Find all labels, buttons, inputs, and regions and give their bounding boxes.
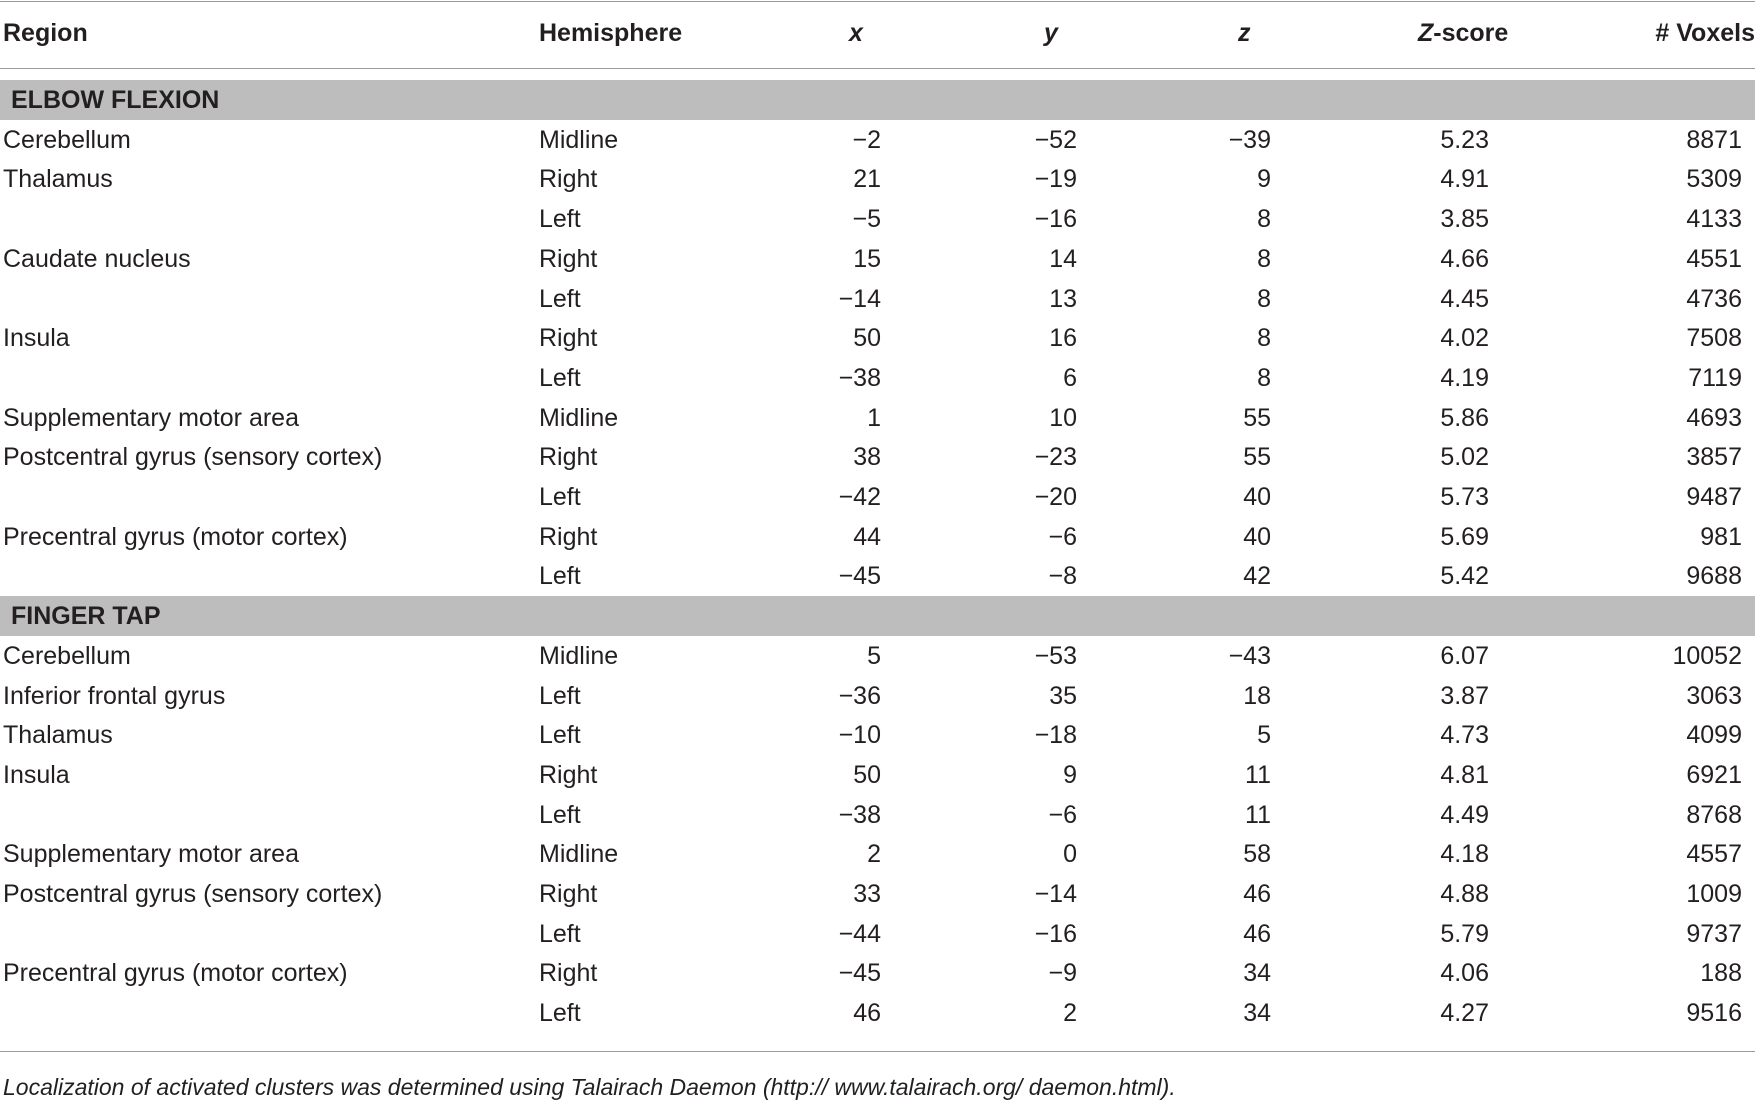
table-row	[0, 517, 1755, 557]
cell-zscore: 3.85	[1440, 205, 1489, 234]
cell-hemisphere: Right	[539, 165, 598, 194]
cell-zscore: 5.73	[1440, 483, 1489, 511]
cell-zscore: 5.42	[1440, 562, 1489, 591]
cell-y: 14	[1049, 244, 1077, 273]
cell-hemisphere: Left	[539, 483, 581, 511]
cell-region: Postcentral gyrus (sensory cortex)	[3, 880, 383, 908]
cell-hemisphere: Midline	[539, 125, 619, 154]
cell-zscore: 4.18	[1440, 840, 1489, 869]
cell-hemisphere: Midline	[539, 840, 619, 869]
cell-x: 38	[853, 443, 881, 472]
cell-x: −36	[838, 681, 881, 710]
cell-zscore: 4.19	[1440, 363, 1489, 392]
header-rule	[0, 68, 1755, 69]
cell-z: 11	[1245, 760, 1271, 789]
cell-region: Precentral gyrus (motor cortex)	[3, 959, 348, 988]
cell-z: 34	[1243, 959, 1271, 988]
cell-zscore: 4.45	[1440, 284, 1489, 313]
cell-z: 55	[1243, 443, 1271, 472]
cell-voxels: 7508	[1686, 324, 1742, 353]
cell-region: Insula	[3, 324, 70, 353]
cell-z: 55	[1243, 403, 1271, 432]
cell-zscore: 3.87	[1440, 681, 1489, 710]
cell-x: 2	[867, 840, 881, 869]
cell-y: −16	[1034, 919, 1077, 948]
table-row	[0, 318, 1755, 358]
cell-y: −53	[1034, 641, 1077, 670]
table-row	[0, 993, 1755, 1033]
cell-y: 10	[1049, 403, 1077, 432]
cell-y: −52	[1034, 125, 1077, 154]
cell-voxels: 7119	[1688, 363, 1742, 392]
cell-y: −9	[1048, 959, 1077, 988]
cell-y: 16	[1049, 324, 1077, 353]
section-title: FINGER TAP	[11, 602, 161, 631]
cell-voxels: 1009	[1686, 880, 1742, 908]
cell-voxels: 188	[1700, 959, 1742, 988]
cell-zscore: 4.81	[1440, 760, 1489, 789]
cell-zscore: 4.06	[1440, 959, 1489, 988]
cell-z: 9	[1257, 165, 1271, 194]
cell-region: Inferior frontal gyrus	[3, 681, 226, 710]
cell-region: Precentral gyrus (motor cortex)	[3, 522, 348, 551]
cell-x: −38	[838, 800, 881, 829]
section-header	[0, 596, 1755, 636]
cell-z: 58	[1243, 840, 1271, 869]
table-row	[0, 437, 1755, 477]
table-row	[0, 239, 1755, 279]
cell-hemisphere: Right	[539, 324, 598, 353]
cell-zscore: 4.91	[1440, 165, 1489, 194]
cell-voxels: 8768	[1686, 800, 1742, 829]
cell-voxels: 3063	[1686, 681, 1742, 710]
cell-zscore: 5.86	[1440, 403, 1489, 432]
header-x: x	[849, 19, 863, 47]
cell-region: Cerebellum	[3, 641, 131, 670]
cell-hemisphere: Left	[539, 800, 581, 829]
cell-region: Caudate nucleus	[3, 244, 191, 273]
cell-hemisphere: Left	[539, 681, 581, 710]
cell-y: 9	[1063, 760, 1077, 789]
cell-x: −38	[838, 363, 881, 392]
cell-y: 6	[1063, 363, 1077, 392]
cell-x: 15	[853, 244, 881, 273]
cell-region: Supplementary motor area	[3, 840, 299, 869]
header-voxels: # Voxels	[1655, 19, 1755, 47]
cell-region: Postcentral gyrus (sensory cortex)	[3, 443, 383, 472]
cell-z: 18	[1243, 681, 1271, 710]
header-y: y	[1044, 19, 1058, 47]
table-row	[0, 120, 1755, 160]
cell-hemisphere: Right	[539, 880, 598, 908]
table-row	[0, 834, 1755, 874]
cell-zscore: 5.79	[1440, 919, 1489, 948]
cell-voxels: 4099	[1686, 721, 1742, 750]
cell-z: 46	[1243, 880, 1271, 908]
cell-x: −14	[838, 284, 881, 313]
cell-z: −43	[1228, 641, 1271, 670]
cell-voxels: 4736	[1686, 284, 1742, 313]
cell-hemisphere: Midline	[539, 641, 619, 670]
cell-x: −5	[852, 205, 881, 234]
cell-voxels: 4693	[1686, 403, 1742, 432]
cell-voxels: 9737	[1686, 919, 1742, 948]
cell-y: −6	[1048, 800, 1077, 829]
cell-x: 50	[853, 324, 881, 353]
table-row	[0, 477, 1755, 517]
header-zscore-letter: Z	[1418, 19, 1434, 47]
cell-z: −39	[1228, 125, 1271, 154]
cell-voxels: 981	[1700, 522, 1742, 551]
cell-zscore: 4.66	[1440, 244, 1489, 273]
cell-region: Thalamus	[3, 165, 113, 194]
cell-x: 21	[853, 165, 881, 194]
cell-x: −2	[852, 125, 881, 154]
cell-y: 2	[1063, 999, 1077, 1028]
cell-region: Supplementary motor area	[3, 403, 299, 432]
header-hemisphere: Hemisphere	[539, 19, 683, 47]
cell-voxels: 6921	[1686, 760, 1742, 789]
cell-y: −16	[1034, 205, 1077, 234]
cell-z: 11	[1245, 800, 1271, 829]
table-row	[0, 874, 1755, 914]
cell-y: −14	[1034, 880, 1077, 908]
table-row	[0, 279, 1755, 319]
cell-z: 40	[1243, 522, 1271, 551]
cell-zscore: 4.02	[1440, 324, 1489, 353]
table-row	[0, 795, 1755, 835]
cell-hemisphere: Right	[539, 959, 598, 988]
header-zscore-rest: -score	[1433, 19, 1509, 47]
cell-hemisphere: Right	[539, 443, 598, 472]
section-title: ELBOW FLEXION	[11, 86, 220, 114]
table-row	[0, 199, 1755, 239]
table-row	[0, 953, 1755, 993]
cell-x: −45	[838, 959, 881, 988]
cell-voxels: 10052	[1672, 641, 1742, 670]
cell-y: −19	[1034, 165, 1077, 194]
cell-z: 8	[1257, 284, 1271, 313]
bottom-rule	[0, 1051, 1755, 1052]
cell-x: 1	[867, 403, 881, 432]
cell-z: 8	[1257, 205, 1271, 234]
cell-zscore: 4.27	[1440, 999, 1489, 1028]
cell-voxels: 3857	[1686, 443, 1742, 472]
cell-hemisphere: Left	[539, 205, 581, 234]
header-zscore	[1418, 0, 1508, 66]
cell-voxels: 4551	[1686, 244, 1742, 273]
cell-zscore: 4.88	[1440, 880, 1489, 908]
cell-hemisphere: Left	[539, 363, 581, 392]
cell-x: 46	[853, 999, 881, 1028]
cell-y: 0	[1063, 840, 1077, 869]
cell-y: −6	[1048, 522, 1077, 551]
cell-hemisphere: Right	[539, 522, 598, 551]
cell-y: −23	[1034, 443, 1077, 472]
cell-zscore: 4.49	[1440, 800, 1489, 829]
cell-voxels: 5309	[1686, 165, 1742, 194]
cell-hemisphere: Left	[539, 562, 581, 591]
table-row	[0, 636, 1755, 676]
cell-hemisphere: Left	[539, 284, 581, 313]
cell-voxels: 9516	[1686, 999, 1742, 1028]
cell-hemisphere: Right	[539, 244, 598, 273]
cell-y: 35	[1049, 681, 1077, 710]
cell-x: 33	[853, 880, 881, 908]
cell-x: 50	[853, 760, 881, 789]
header-z: z	[1238, 19, 1251, 47]
section-header	[0, 80, 1755, 120]
cell-zscore: 5.69	[1440, 522, 1489, 551]
table-row	[0, 398, 1755, 438]
cell-voxels: 8871	[1686, 125, 1742, 154]
cell-z: 8	[1257, 324, 1271, 353]
table-row	[0, 159, 1755, 199]
cell-x: −42	[838, 483, 881, 511]
cell-voxels: 9487	[1686, 483, 1742, 511]
cell-y: −18	[1034, 721, 1077, 750]
cell-x: −45	[838, 562, 881, 591]
cell-z: 46	[1243, 919, 1271, 948]
cell-z: 8	[1257, 363, 1271, 392]
table-row	[0, 914, 1755, 954]
cell-z: 8	[1257, 244, 1271, 273]
cell-z: 40	[1243, 483, 1271, 511]
table-row	[0, 755, 1755, 795]
cell-z: 42	[1243, 562, 1271, 591]
cell-hemisphere: Left	[539, 721, 581, 750]
cell-hemisphere: Left	[539, 999, 581, 1028]
cell-z: 34	[1243, 999, 1271, 1028]
cell-zscore: 5.02	[1440, 443, 1489, 472]
cell-zscore: 5.23	[1440, 125, 1489, 154]
cell-x: −44	[838, 919, 881, 948]
cell-x: 44	[853, 522, 881, 551]
cell-region: Cerebellum	[3, 125, 131, 154]
table-row	[0, 715, 1755, 755]
cell-y: −8	[1048, 562, 1077, 591]
cell-y: 13	[1049, 284, 1077, 313]
cell-z: 5	[1257, 721, 1271, 750]
cell-region: Insula	[3, 760, 70, 789]
cell-hemisphere: Midline	[539, 403, 619, 432]
table-footnote: Localization of activated clusters was determined using Talairach Daemon (http:// www.talairach.org/ daemon.html).	[3, 1074, 1176, 1100]
cell-zscore: 4.73	[1440, 721, 1489, 750]
table-row	[0, 676, 1755, 716]
cell-x: −10	[838, 721, 881, 750]
cell-x: 5	[867, 641, 881, 670]
table-header	[0, 0, 1755, 66]
cell-hemisphere: Right	[539, 760, 598, 789]
header-region: Region	[3, 19, 88, 47]
cell-y: −20	[1034, 483, 1077, 511]
cell-region: Thalamus	[3, 721, 113, 750]
cell-voxels: 4133	[1686, 205, 1742, 234]
cell-hemisphere: Left	[539, 919, 581, 948]
cell-zscore: 6.07	[1440, 641, 1489, 670]
cell-voxels: 4557	[1686, 840, 1742, 869]
table-row	[0, 556, 1755, 596]
cell-voxels: 9688	[1686, 562, 1742, 591]
table-row	[0, 358, 1755, 398]
